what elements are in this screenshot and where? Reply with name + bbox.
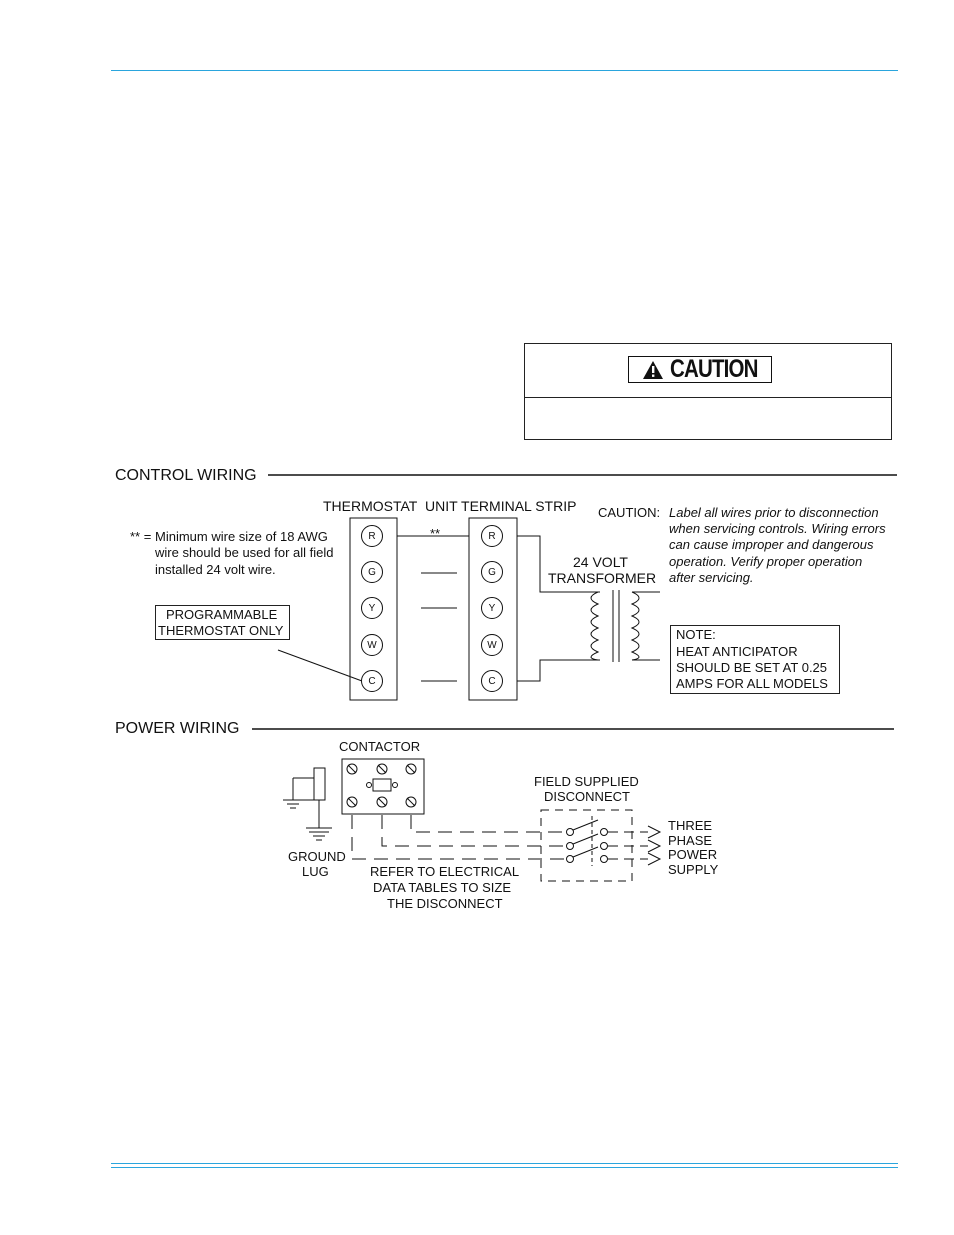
supply-label-4: SUPPLY	[668, 862, 719, 877]
programmable-line-2: THERMOSTAT ONLY	[158, 623, 284, 638]
supply-label-1: THREE	[668, 818, 713, 833]
disconnect-switches	[567, 816, 608, 866]
thermostat-terminal-g: G	[361, 561, 383, 583]
footnote-line-3: installed 24 volt wire.	[155, 562, 276, 577]
refer-label-3: THE DISCONNECT	[387, 896, 503, 911]
ground-label-2: LUG	[302, 864, 329, 879]
strip-terminal-r: R	[481, 525, 503, 547]
note-line-4: AMPS FOR ALL MODELS	[676, 676, 828, 691]
terminal-strip-label: UNIT TERMINAL STRIP	[425, 498, 577, 514]
control-caution-line-2: when servicing controls. Wiring errors	[669, 521, 886, 536]
note-line-2: HEAT ANTICIPATOR	[676, 644, 798, 659]
caution-heading: CAUTION	[669, 355, 758, 383]
strip-terminal-c: C	[481, 670, 503, 692]
note-line-3: SHOULD BE SET AT 0.25	[676, 660, 828, 675]
control-caution-label: CAUTION:	[598, 505, 661, 520]
thermostat-terminal-w: W	[361, 634, 383, 656]
contactor-coil	[373, 779, 391, 791]
supply-label-3: POWER	[668, 847, 718, 862]
thermostat-terminal-c: C	[361, 670, 383, 692]
transformer-label-2: TRANSFORMER	[548, 570, 657, 586]
footnote-marker: ** =	[130, 529, 152, 544]
note-line-1: NOTE:	[676, 627, 716, 642]
supply-label-2: PHASE	[668, 833, 713, 848]
refer-label-2: DATA TABLES TO SIZE	[373, 880, 511, 895]
control-caution-line-3: can cause improper and dangerous	[669, 537, 874, 552]
refer-label-1: REFER TO ELECTRICAL	[370, 864, 520, 879]
transformer-wire-c	[517, 660, 600, 681]
strip-terminal-w: W	[481, 634, 503, 656]
transformer-secondary-coil	[632, 592, 639, 660]
contactor-label: CONTACTOR	[339, 739, 421, 754]
disconnect-label-1: FIELD SUPPLIED	[534, 774, 639, 789]
ground-label-1: GROUND	[288, 849, 346, 864]
programmable-leader	[278, 650, 362, 681]
contactor-body	[342, 759, 424, 814]
programmable-line-1: PROGRAMMABLE	[166, 607, 278, 622]
supply-arrows	[648, 826, 660, 865]
footnote-line-1: Minimum wire size of 18 AWG	[155, 529, 328, 544]
disconnect-label-2: DISCONNECT	[544, 789, 630, 804]
strip-terminal-g: G	[481, 561, 503, 583]
transformer-primary-coil	[591, 592, 598, 660]
thermostat-terminal-y: Y	[361, 597, 383, 619]
contactor-screws	[347, 764, 416, 807]
wire-marker: **	[430, 526, 441, 541]
thermostat-label: THERMOSTAT	[323, 498, 418, 514]
control-wiring-title: CONTROL WIRING	[115, 467, 257, 484]
strip-terminal-y: Y	[481, 597, 503, 619]
control-caution-line-1: Label all wires prior to disconnection	[669, 505, 879, 520]
footnote-line-2: wire should be used for all field	[155, 545, 334, 560]
control-caution-line-5: after servicing.	[669, 570, 754, 585]
ground-lug	[314, 768, 325, 800]
control-caution-line-4: operation. Verify proper operation	[669, 554, 863, 569]
power-wiring-title: POWER WIRING	[115, 720, 240, 737]
thermostat-terminal-r: R	[361, 525, 383, 547]
transformer-label-1: 24 VOLT	[573, 554, 628, 570]
supply-lines	[608, 832, 648, 859]
power-lines	[352, 815, 567, 859]
